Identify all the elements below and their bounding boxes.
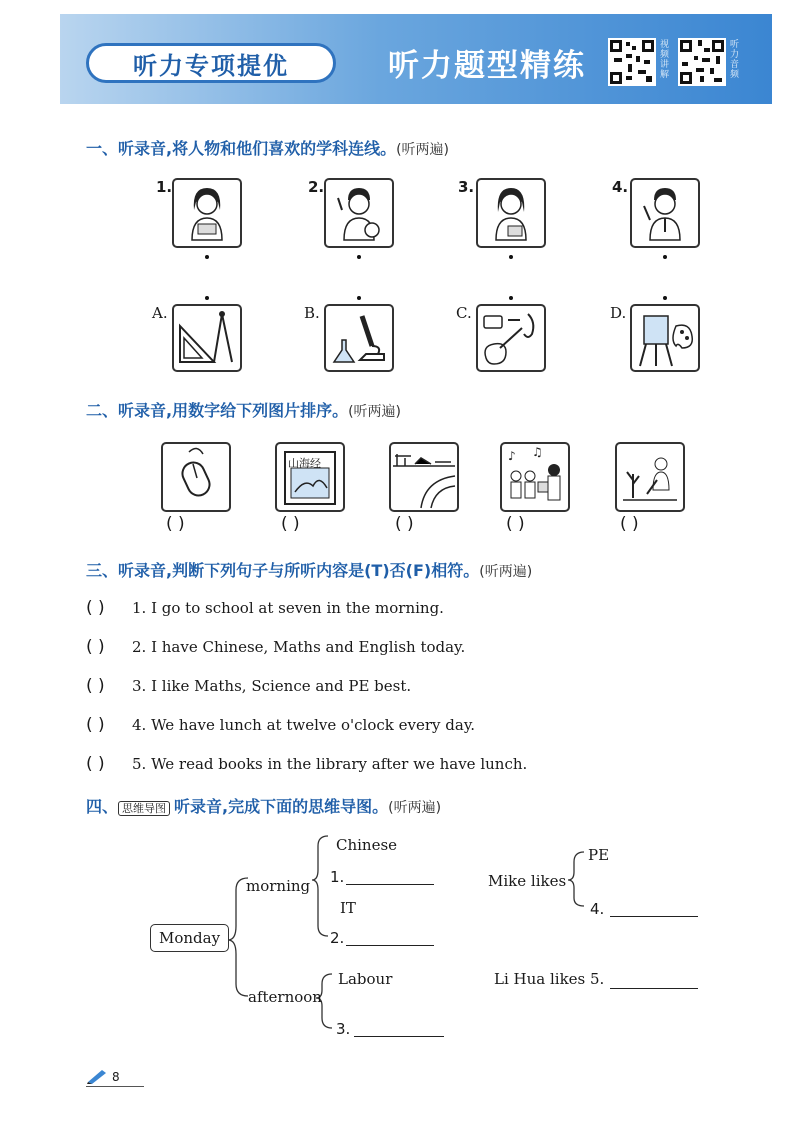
mike-likes-pe: PE: [588, 846, 610, 864]
subject-letter-a: A.: [152, 304, 168, 322]
order-blank-2[interactable]: ( ): [281, 514, 300, 534]
person-number-4: 4.: [612, 178, 629, 196]
blank-line-2[interactable]: [346, 945, 434, 946]
blank-label-3: 3.: [336, 1020, 351, 1038]
blank-line-1[interactable]: [346, 884, 434, 885]
blank-label-1: 1.: [330, 868, 345, 886]
judge-blank-3[interactable]: ( ): [86, 676, 105, 696]
order-blank-4[interactable]: ( ): [506, 514, 525, 534]
section2-title: 二、听录音,用数字给下列图片排序。(听两遍): [86, 401, 402, 420]
judge-sentence-4: 4. We have lunch at twelve o'clock every day.: [132, 716, 476, 734]
person-number-2: 2.: [308, 178, 325, 196]
qr1-label: 视频讲解: [660, 40, 670, 80]
judge-blank-4[interactable]: ( ): [86, 715, 105, 735]
blank-label-4: 4.: [590, 900, 605, 918]
judge-blank-2[interactable]: ( ): [86, 637, 105, 657]
judge-sentence-1: 1. I go to school at seven in the morning.: [132, 599, 444, 617]
subject-letter-d: D.: [610, 304, 627, 322]
person-number-3: 3.: [458, 178, 475, 196]
subject-letter-b: B.: [304, 304, 320, 322]
judge-sentence-5: 5. We read books in the library after we have lunch.: [132, 755, 528, 773]
pencil-icon: [86, 1068, 108, 1088]
judge-blank-1[interactable]: ( ): [86, 598, 105, 618]
mind-map-root: Monday: [150, 924, 229, 952]
mind-map-afternoon: afternoon: [248, 988, 322, 1006]
judge-blank-5[interactable]: ( ): [86, 754, 105, 774]
book-label: 山海经: [288, 457, 321, 470]
morning-subject-it: IT: [340, 899, 356, 917]
person-number-1: 1.: [156, 178, 173, 196]
afternoon-subject-labour: Labour: [338, 970, 393, 988]
morning-subject-chinese: Chinese: [336, 836, 398, 854]
mind-map-morning: morning: [246, 877, 311, 895]
section4-title: 四、 思维导图 听录音,完成下面的思维导图。(听两遍): [86, 797, 442, 816]
blank-line-4[interactable]: [610, 916, 698, 917]
lihua-likes-label: Li Hua likes 5.: [494, 970, 605, 988]
svg-text:♫: ♫: [532, 445, 543, 459]
blank-line-5[interactable]: [610, 988, 698, 989]
blank-line-3[interactable]: [354, 1036, 444, 1037]
section-badge: 听力专项提优: [86, 43, 336, 83]
subject-letter-c: C.: [456, 304, 472, 322]
svg-text:♪: ♪: [508, 449, 516, 463]
blank-label-2: 2.: [330, 929, 345, 947]
footer-rule: [86, 1086, 144, 1087]
order-blank-5[interactable]: ( ): [620, 514, 639, 534]
qr2-label: 听力音频: [730, 40, 740, 80]
mike-likes-label: Mike likes: [488, 872, 567, 890]
page-title: 听力题型精练: [388, 48, 586, 84]
judge-sentence-3: 3. I like Maths, Science and PE best.: [132, 677, 412, 695]
order-blank-1[interactable]: ( ): [166, 514, 185, 534]
page-number: 8: [112, 1070, 120, 1084]
order-blank-3[interactable]: ( ): [395, 514, 414, 534]
judge-sentence-2: 2. I have Chinese, Maths and English today.: [132, 638, 466, 656]
section1-title: 一、听录音,将人物和他们喜欢的学科连线。(听两遍): [86, 139, 450, 158]
section3-title: 三、听录音,判断下列句子与所听内容是(T)否(F)相符。(听两遍): [86, 561, 533, 580]
